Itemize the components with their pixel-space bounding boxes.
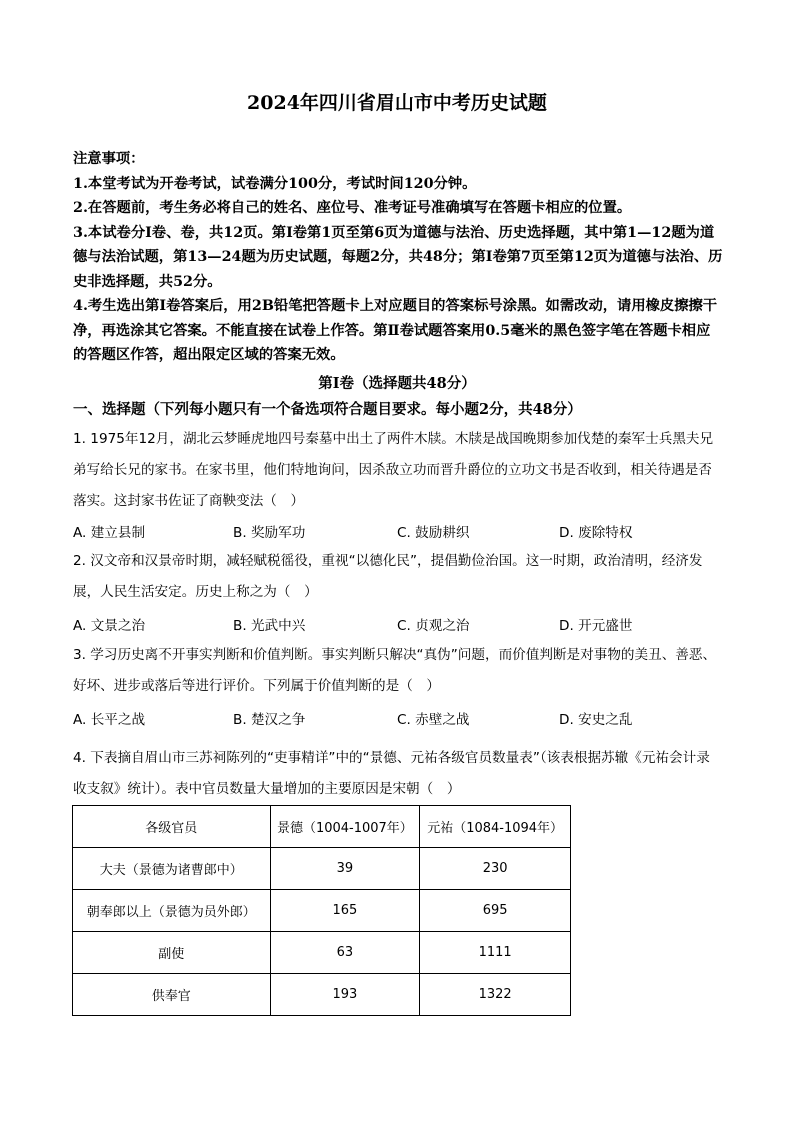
notes-block (73, 147, 723, 368)
option-a: A. 建立县制 (73, 525, 146, 541)
question-2 (73, 546, 723, 608)
table-header-cell: 各级官员 (73, 806, 271, 848)
option-b: B. 楚汉之争 (233, 712, 306, 728)
table-row (73, 848, 571, 890)
table-row (73, 932, 571, 974)
table-cell: 副使 (73, 932, 271, 974)
option-d: D. 开元盛世 (559, 618, 633, 634)
option-a: A. 文景之治 (73, 618, 146, 634)
table-cell: 63 (270, 932, 420, 974)
table-header-cell: 元祐（1084-1094年） (420, 806, 571, 848)
table-cell: 朝奉郎以上（景德为员外郎） (73, 890, 271, 932)
table-cell: 695 (420, 890, 571, 932)
option-b: B. 奖励军功 (233, 525, 306, 541)
notes-heading: 注意事项： (73, 151, 145, 167)
option-b: B. 光武中兴 (233, 618, 306, 634)
table-header-cell: 景德（1004-1007年） (270, 806, 420, 848)
notes-item: 4.考生选出第Ⅰ卷答案后，用2B铅笔把答题卡上对应题目的答案标号涂黑。如需改动，请用橡皮擦擦干净，再选涂其它答案。不能直接在试卷上作答。第Ⅱ卷试题答案用0.5毫米的黑色签字笔在答题卡相应的答题区作答，超出限定区域的答案无效。 (73, 298, 718, 363)
question-stem: 2. 汉文帝和汉景帝时期，减轻赋税徭役，重视“以德化民”，提倡勤俭治国。这一时期，政治清明，经济发展，人民生活安定。历史上称之为（ ） (73, 553, 703, 600)
table-cell: 193 (270, 974, 420, 1016)
notes-item: 2.在答题前，考生务必将自己的姓名、座位号、准考证号准确填写在答题卡相应的位置。 (73, 200, 632, 216)
option-c: C. 鼓励耕织 (397, 525, 470, 541)
page-title: 2024年四川省眉山市中考历史试题 (247, 92, 547, 114)
option-c: C. 赤壁之战 (397, 712, 470, 728)
question-1-options (73, 521, 723, 543)
option-c: C. 贞观之治 (397, 618, 470, 634)
notes-item: 3.本试卷分Ⅰ卷、卷，共12页。第Ⅰ卷第1页至第6页为道德与法治、历史选择题，其中第1—12题为道德与法治试题，第13—24题为历史试题，每题2分，共48分；第Ⅰ卷第7页至第12页为道德与法治、历史非选择题，共52分。 (73, 224, 723, 290)
question-1 (73, 424, 723, 517)
notes-item: 1.本堂考试为开卷考试，试卷满分100分，考试时间120分钟。 (73, 175, 477, 192)
table-cell: 230 (420, 848, 571, 890)
option-a: A. 长平之战 (73, 712, 146, 728)
question-2-options (73, 614, 723, 636)
officials-table (72, 805, 571, 1016)
question-stem: 3. 学习历史离不开事实判断和价值判断。事实判断只解决“真伪”问题，而价值判断是对事物的美丑、善恶、好坏、进步或落后等进行评价。下列属于价值判断的是（ ） (73, 647, 717, 694)
option-d: D. 安史之乱 (559, 712, 633, 728)
table-row (73, 974, 571, 1016)
question-stem: 1. 1975年12月，湖北云梦睡虎地四号秦墓中出土了两件木牍。木牍是战国晚期参加伐楚的秦军士兵黑夫兄弟写给长兄的家书。在家书里，他们特地询问，因杀敌立功而晋升爵位的立功文书是否收到，相关待遇是否落实。这封家书佐证了商鞅变法（ ） (73, 431, 714, 509)
table-cell: 供奉官 (73, 974, 271, 1016)
part-title: 第Ⅰ卷（选择题共48分） (318, 375, 476, 392)
table-row (73, 890, 571, 932)
section-title: 一、选择题（下列每小题只有一个备选项符合题目要求。每小题2分，共48分） (73, 401, 582, 418)
table-cell: 大夫（景德为诸曹郎中） (73, 848, 271, 890)
question-3-options (73, 708, 723, 730)
table-cell: 1322 (420, 974, 571, 1016)
table-cell: 165 (270, 890, 420, 932)
question-3 (73, 640, 723, 702)
table-header-row (73, 806, 571, 848)
question-stem: 4. 下表摘自眉山市三苏祠陈列的“吏事精详”中的“景德、元祐各级官员数量表”（该表根据苏辙《元祐会计录收支叙》统计）。表中官员数量大量增加的主要原因是宋朝（ ） (73, 750, 710, 797)
table-cell: 39 (270, 848, 420, 890)
table-cell: 1111 (420, 932, 571, 974)
option-d: D. 废除特权 (559, 525, 633, 541)
question-4 (73, 743, 723, 805)
